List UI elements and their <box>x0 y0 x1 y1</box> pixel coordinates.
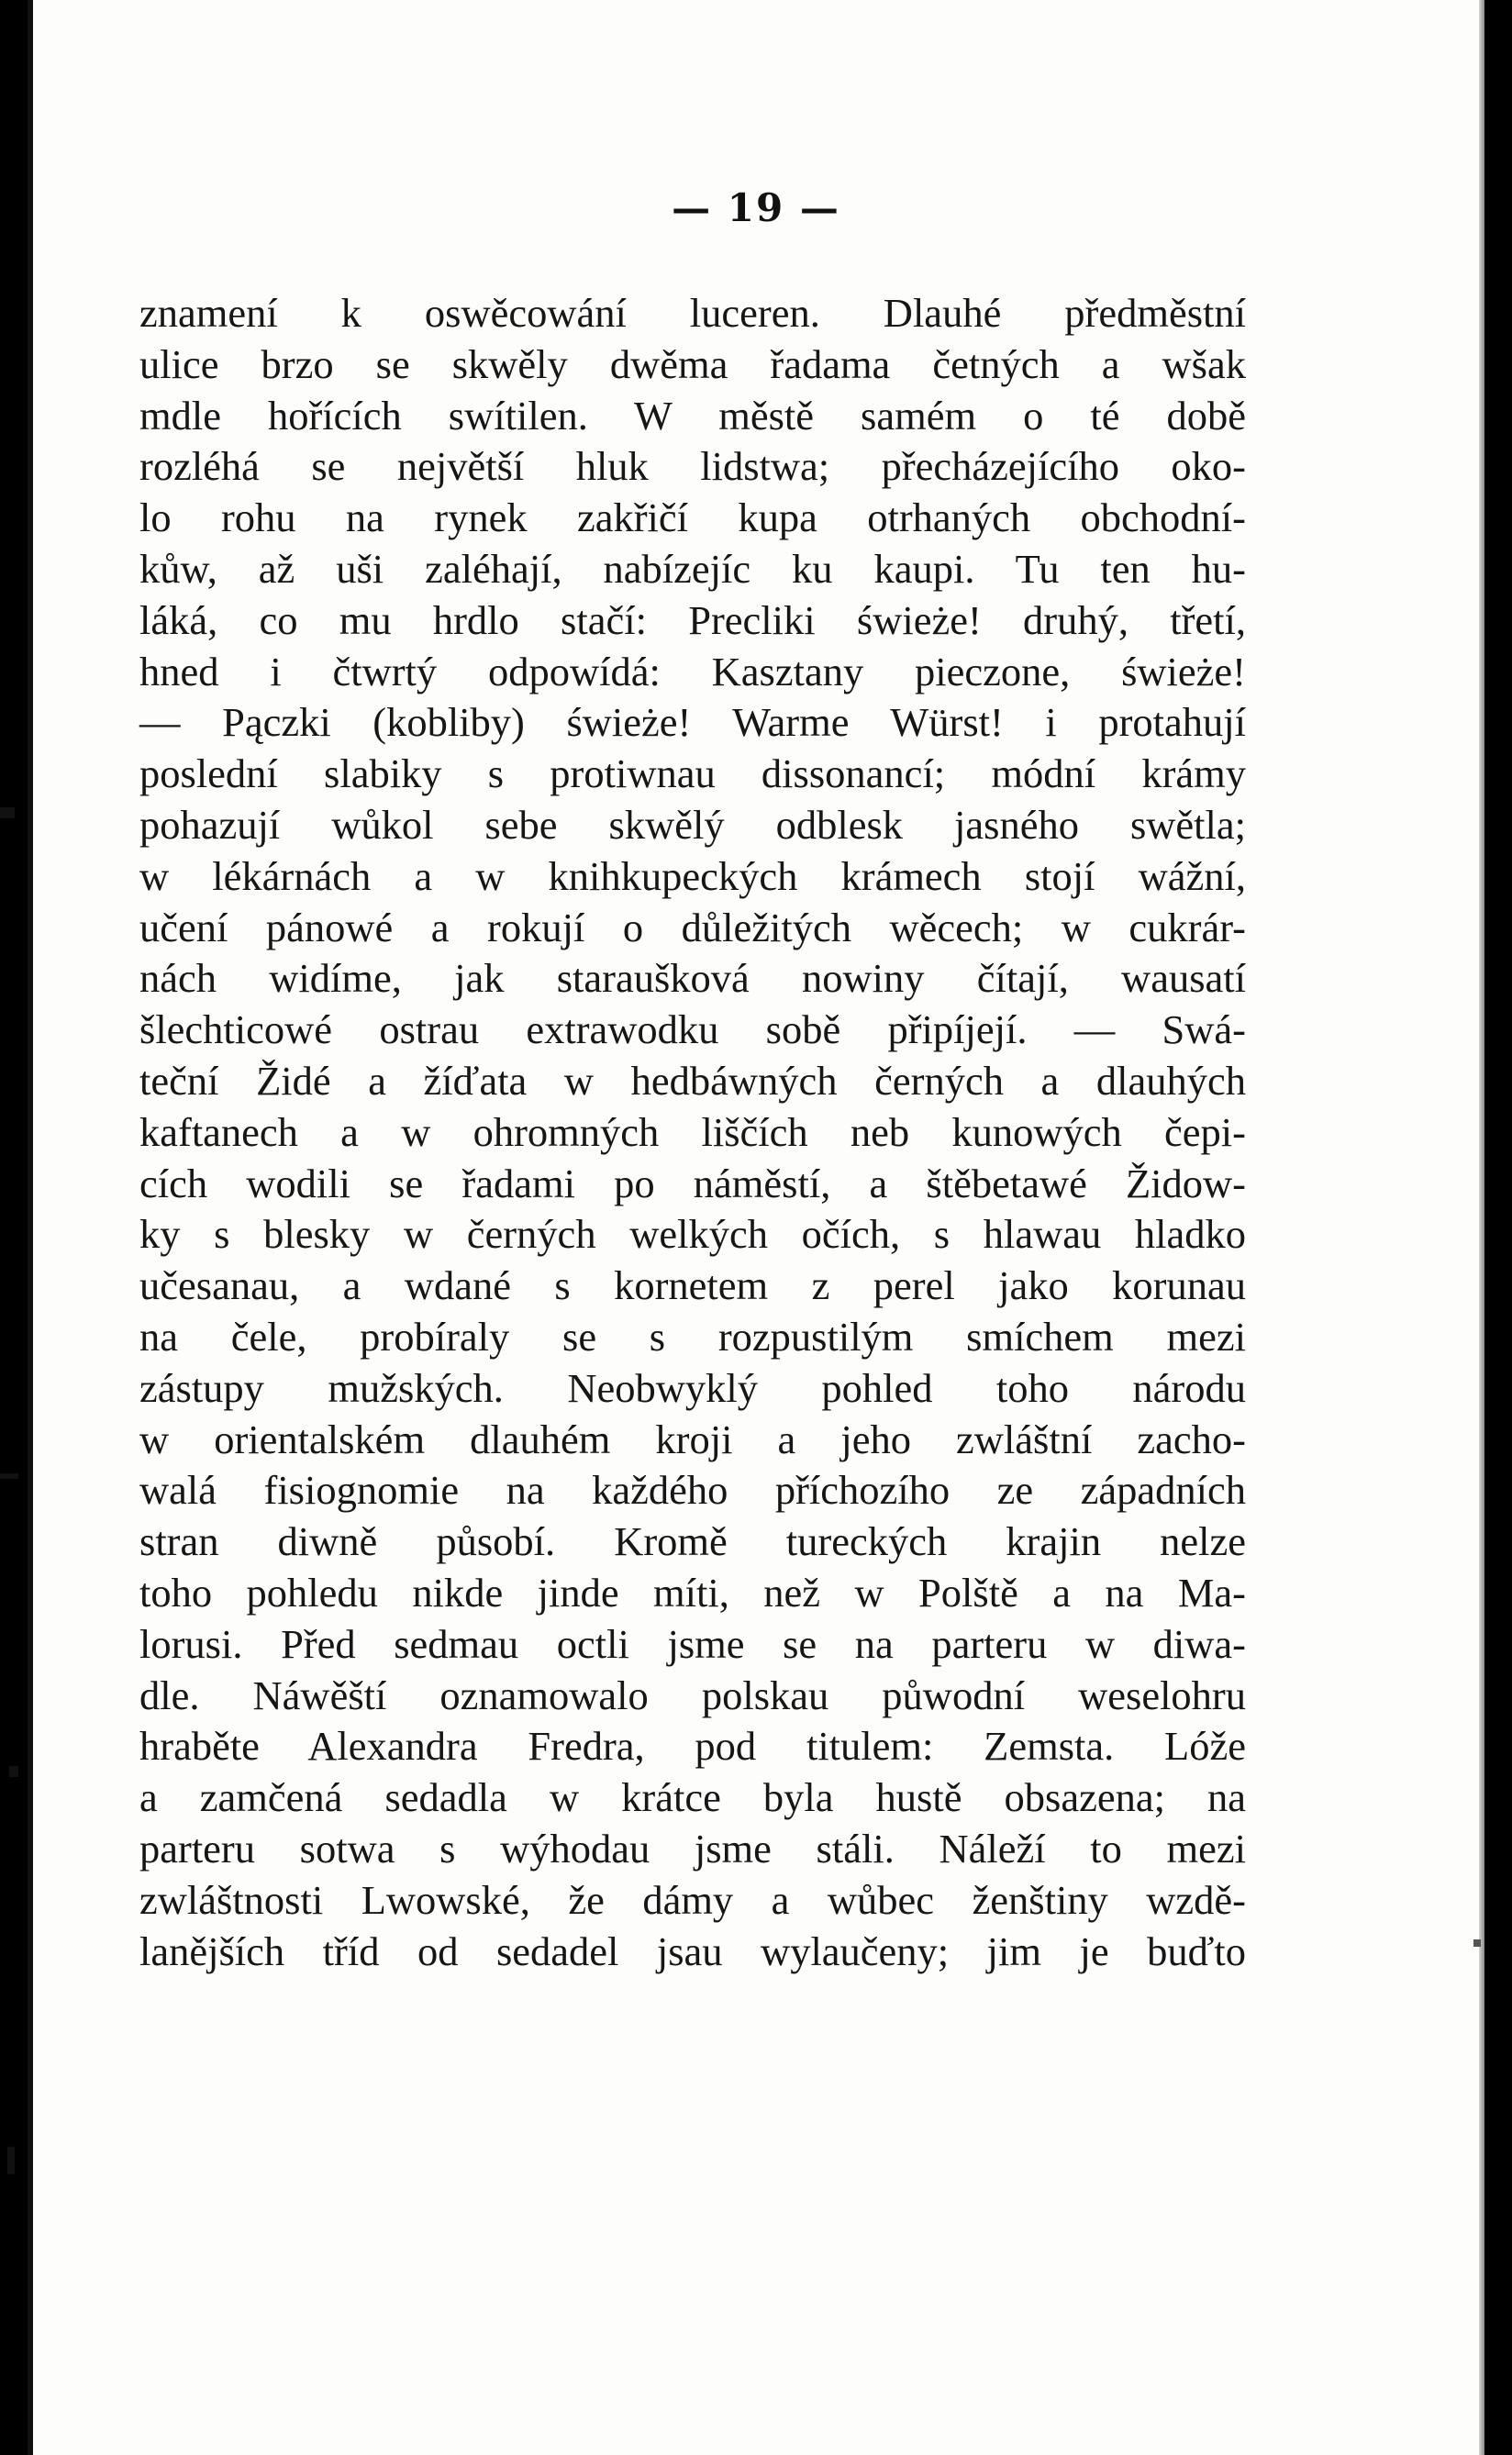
text-line: znamení k oswěcowání luceren. Dlauhé předměstní <box>139 290 1246 336</box>
text-line: walá fisiognomie na každého příchozího ze západních <box>139 1467 1246 1514</box>
page-gutter-shadow <box>28 0 33 2455</box>
text-line: lorusi. Před sedmau octli jsme se na parteru w diwa- <box>139 1620 1246 1667</box>
text-line: lo rohu na rynek zakřičí kupa otrhaných obchodní- <box>139 494 1246 541</box>
text-line: láká, co mu hrdlo stačí: Precliki świeże! druhý, třetí, <box>139 596 1246 643</box>
book-left-edge <box>0 0 31 2455</box>
text-line: toho pohledu nikde jinde míti, než w Polště a na Ma- <box>139 1569 1246 1616</box>
text-line: parteru sotwa s wýhodau jsme stáli. Náleží to mezi <box>139 1825 1246 1872</box>
margin-mark <box>7 2147 15 2174</box>
text-line: na čele, probíraly se s rozpustilým smíchem mezi <box>139 1313 1246 1360</box>
text-line: ky s blesky w černých welkých očích, s hlawau hladko <box>139 1211 1246 1258</box>
text-line: cích wodili se řadami po náměstí, a štěbetawé Židow- <box>139 1160 1246 1206</box>
text-line: dle. Náwěští oznamowalo polskau půwodní weselohru <box>139 1672 1246 1718</box>
text-line: hraběte Alexandra Fredra, pod titulem: Zemsta. Lóže <box>139 1723 1246 1770</box>
text-line: stran diwně působí. Kromě tureckých krajin nelze <box>139 1518 1246 1565</box>
text-line: nách widíme, jak staraušková nowiny čítají, wausatí <box>139 955 1246 1002</box>
text-line: w lékárnách a w knihkupeckých krámech stojí wážní, <box>139 852 1246 899</box>
body-text <box>139 288 1246 1977</box>
margin-mark <box>0 1473 18 1479</box>
text-line: mdle hořících swítilen. W městě samém o té době <box>139 392 1246 439</box>
text-line: zástupy mužských. Neobwyklý pohled toho národu <box>139 1364 1246 1411</box>
text-line: ulice brzo se skwěly dwěma řadama četných a wšak <box>139 340 1246 387</box>
margin-mark <box>1473 1939 1481 1947</box>
margin-mark <box>0 807 15 818</box>
text-line: učesanau, a wdané s kornetem z perel jako korunau <box>139 1262 1246 1309</box>
text-line: a zamčená sedadla w krátce byla hustě obsazena; na <box>139 1774 1246 1821</box>
text-line: lanějších tříd od sedadel jsau wylaučeny; jim je buďto <box>139 1927 1246 1974</box>
text-line: učení pánowé a rokují o důležitých wěcech; w cukrár- <box>139 904 1246 950</box>
book-right-edge <box>1484 0 1512 2455</box>
text-line: hned i čtwrtý odpowídá: Kasztany pieczone, świeże! <box>139 648 1246 694</box>
text-line: teční Židé a žíďata w hedbáwných černých a dlauhých <box>139 1057 1246 1104</box>
margin-mark <box>9 1766 18 1777</box>
text-line: kaftanech a w ohromných liščích neb kunowých čepi- <box>139 1108 1246 1155</box>
text-line: poslední slabiky s protiwnau dissonancí; módní krámy <box>139 750 1246 797</box>
text-line: zwláštnosti Lwowské, že dámy a wůbec ženštiny wzdě- <box>139 1876 1246 1923</box>
page-number-header: — 19 — <box>672 185 840 230</box>
text-line: kůw, až uši zaléhají, nabízejíc ku kaupi. Tu ten hu- <box>139 545 1246 592</box>
text-line: — Pączki (kobliby) świeże! Warme Würst! i protahují <box>139 699 1246 746</box>
text-line: w orientalském dlauhém kroji a jeho zwláštní zacho- <box>139 1416 1246 1462</box>
text-line: rozléhá se největší hluk lidstwa; přecházejícího oko- <box>139 443 1246 490</box>
text-line: šlechticowé ostrau extrawodku sobě připíjejí. — Swá- <box>139 1006 1246 1053</box>
text-line: pohazují wůkol sebe skwělý odblesk jasného swětla; <box>139 801 1246 848</box>
